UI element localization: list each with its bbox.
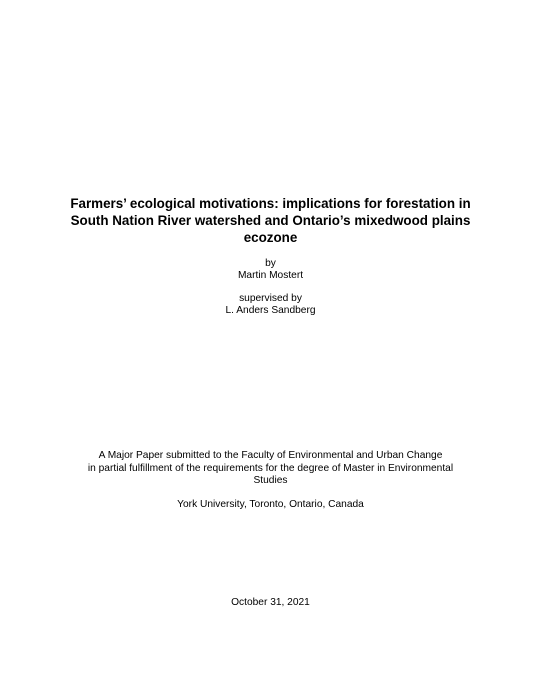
submission-statement-line: in partial fulfillment of the requirements for the degree of Master in Environmental <box>87 462 454 474</box>
submission-date: October 31, 2021 <box>231 597 310 608</box>
submission-statement <box>20 450 521 488</box>
paper-title-line: ecozone <box>243 230 298 245</box>
institution: York University, Toronto, Ontario, Canada <box>177 499 364 510</box>
paper-title-line: Farmers’ ecological motivations: implications for forestation in <box>70 196 471 211</box>
by-label: by <box>265 258 276 269</box>
supervisor-name: L. Anders Sandberg <box>225 305 316 316</box>
paper-title-line: South Nation River watershed and Ontario’s mixedwood plains <box>70 213 471 228</box>
submission-statement-line: Studies <box>253 475 288 486</box>
supervised-by-label: supervised by <box>239 293 302 304</box>
submission-statement-line: A Major Paper submitted to the Faculty of Environmental and Urban Change <box>98 450 443 461</box>
author-name: Martin Mostert <box>237 270 304 281</box>
paper-title <box>40 195 501 246</box>
